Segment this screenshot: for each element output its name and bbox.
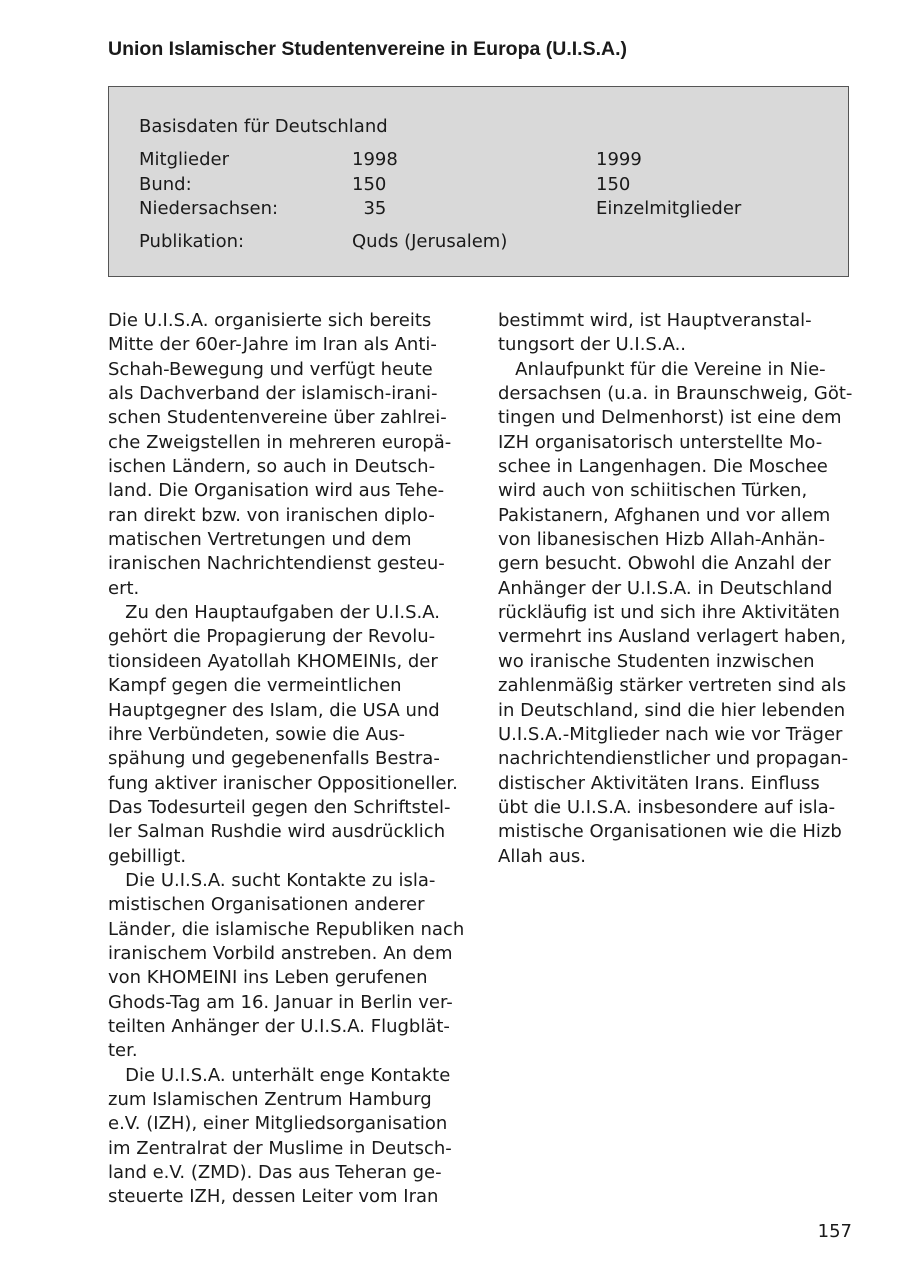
text-line: Hauptgegner des Islam, die USA und (108, 699, 440, 721)
data-row-bund (139, 173, 839, 198)
text-line: gern besucht. Obwohl die Anzahl der (498, 553, 831, 575)
text-line: tingen und Delmenhorst) ist eine dem (498, 407, 842, 429)
text-line: Anhänger der U.I.S.A. in Deutschland (498, 577, 833, 599)
text-line: im Zentralrat der Muslime in Deutsch- (108, 1137, 452, 1159)
text-line: Die U.I.S.A. sucht Kontakte zu isla- (108, 869, 436, 891)
text-line: gebilligt. (108, 845, 187, 867)
text-line: Pakistanern, Afghanen und vor allem (498, 504, 831, 526)
row-value-1998: 35 (352, 198, 387, 219)
text-line: in Deutschland, sind die hier lebenden (498, 699, 846, 721)
text-line: tungsort der U.I.S.A.. (498, 334, 687, 356)
text-line: spähung und gegebenenfalls Bestra- (108, 748, 440, 770)
body-column-right (498, 309, 858, 869)
row-value-1999: Einzelmitglieder (596, 198, 742, 219)
page-number: 157 (817, 1221, 852, 1242)
text-line: übt die U.I.S.A. insbesondere auf isla- (498, 796, 836, 818)
basic-data-box (108, 86, 849, 277)
text-line: land e.V. (ZMD). Das aus Teheran ge- (108, 1162, 442, 1184)
row-value-publication: Quds (Jerusalem) (352, 231, 508, 252)
text-line: Mitte der 60er-Jahre im Iran als Anti- (108, 334, 437, 356)
text-line: Das Todesurteil gegen den Schriftstel- (108, 796, 451, 818)
text-line: ler Salman Rushdie wird ausdrücklich (108, 821, 446, 843)
row-value-1999: 1999 (596, 149, 642, 170)
text-line: Anlaufpunkt für die Vereine in Nie- (498, 358, 826, 380)
text-line: distischer Aktivitäten Irans. Einfluss (498, 772, 820, 794)
text-line: als Dachverband der islamisch-irani- (108, 383, 438, 405)
text-line: land. Die Organisation wird aus Tehe- (108, 480, 445, 502)
data-row-niedersachsen (139, 197, 839, 222)
text-line: schee in Langenhagen. Die Moschee (498, 456, 828, 478)
text-line: Zu den Hauptaufgaben der U.I.S.A. (108, 602, 440, 624)
row-label: Bund: (139, 174, 192, 195)
text-line: Schah-Bewegung und verfügt heute (108, 358, 433, 380)
row-label: Mitglieder (139, 149, 229, 170)
text-line: gehört die Propagierung der Revolu- (108, 626, 436, 648)
row-value-1998: 150 (352, 174, 387, 195)
text-line: U.I.S.A.-Mitglieder nach wie vor Träger (498, 723, 843, 745)
text-line: Die U.I.S.A. organisierte sich bereits (108, 310, 432, 331)
text-line: teilten Anhänger der U.I.S.A. Flugblät- (108, 1015, 450, 1037)
text-line: e.V. (IZH), einer Mitgliedsorganisation (108, 1113, 448, 1135)
data-row-members (139, 148, 839, 173)
text-line: bestimmt wird, ist Hauptveranstal- (498, 310, 812, 331)
text-line: wo iranische Studenten inzwischen (498, 650, 815, 672)
data-row-publication (139, 230, 839, 255)
text-line: iranischem Vorbild anstreben. An dem (108, 942, 453, 964)
text-line: fung aktiver iranischer Oppositioneller. (108, 772, 458, 794)
text-line: ter. (108, 1040, 138, 1062)
text-line: matischen Vertretungen und dem (108, 529, 412, 551)
text-line: wird auch von schiitischen Türken, (498, 480, 808, 502)
text-line: ran direkt bzw. von iranischen diplo- (108, 504, 435, 526)
text-line: von libanesischen Hizb Allah-Anhän- (498, 529, 826, 551)
body-column-left (108, 309, 468, 1210)
data-box-title: Basisdaten für Deutschland (139, 116, 388, 137)
text-line: Die U.I.S.A. unterhält enge Kontakte (108, 1064, 451, 1086)
text-line: zum Islamischen Zentrum Hamburg (108, 1089, 432, 1110)
text-line: ihre Verbündeten, sowie die Aus- (108, 723, 406, 745)
text-line: Ghods-Tag am 16. Januar in Berlin ver- (108, 991, 453, 1013)
text-line: steuerte IZH, dessen Leiter vom Iran (108, 1186, 439, 1208)
text-line: von KHOMEINI ins Leben gerufenen (108, 967, 428, 989)
text-line: ischen Ländern, so auch in Deutsch- (108, 456, 436, 478)
text-line: mistische Organisationen wie die Hizb (498, 821, 842, 843)
text-line: che Zweigstellen in mehreren europä- (108, 431, 452, 453)
text-line: Länder, die islamische Republiken nach (108, 918, 465, 940)
row-value-1998: 1998 (352, 149, 398, 170)
text-line: rückläufig ist und sich ihre Aktivitäten (498, 602, 840, 624)
text-line: dersachsen (u.a. in Braunschweig, Göt- (498, 383, 853, 405)
text-line: schen Studentenvereine über zahlrei- (108, 407, 447, 429)
text-line: iranischen Nachrichtendienst gesteu- (108, 553, 445, 575)
text-line: zahlenmäßig stärker vertreten sind als (498, 675, 847, 697)
text-line: vermehrt ins Ausland verlagert haben, (498, 626, 847, 648)
page-heading: Union Islamischer Studentenvereine in Europa (U.I.S.A.) (108, 38, 628, 60)
text-line: mistischen Organisationen anderer (108, 894, 425, 916)
row-label: Niedersachsen: (139, 198, 279, 219)
text-line: IZH organisatorisch unterstellte Mo- (498, 431, 823, 453)
text-line: ert. (108, 577, 140, 599)
row-value-1999: 150 (596, 174, 631, 195)
text-line: tionsideen Ayatollah KHOMEINIs, der (108, 650, 438, 672)
text-line: Allah aus. (498, 845, 587, 867)
row-label: Publikation: (139, 231, 245, 252)
text-line: nachrichtendienstlicher und propagan- (498, 748, 849, 770)
text-line: Kampf gegen die vermeintlichen (108, 675, 402, 697)
